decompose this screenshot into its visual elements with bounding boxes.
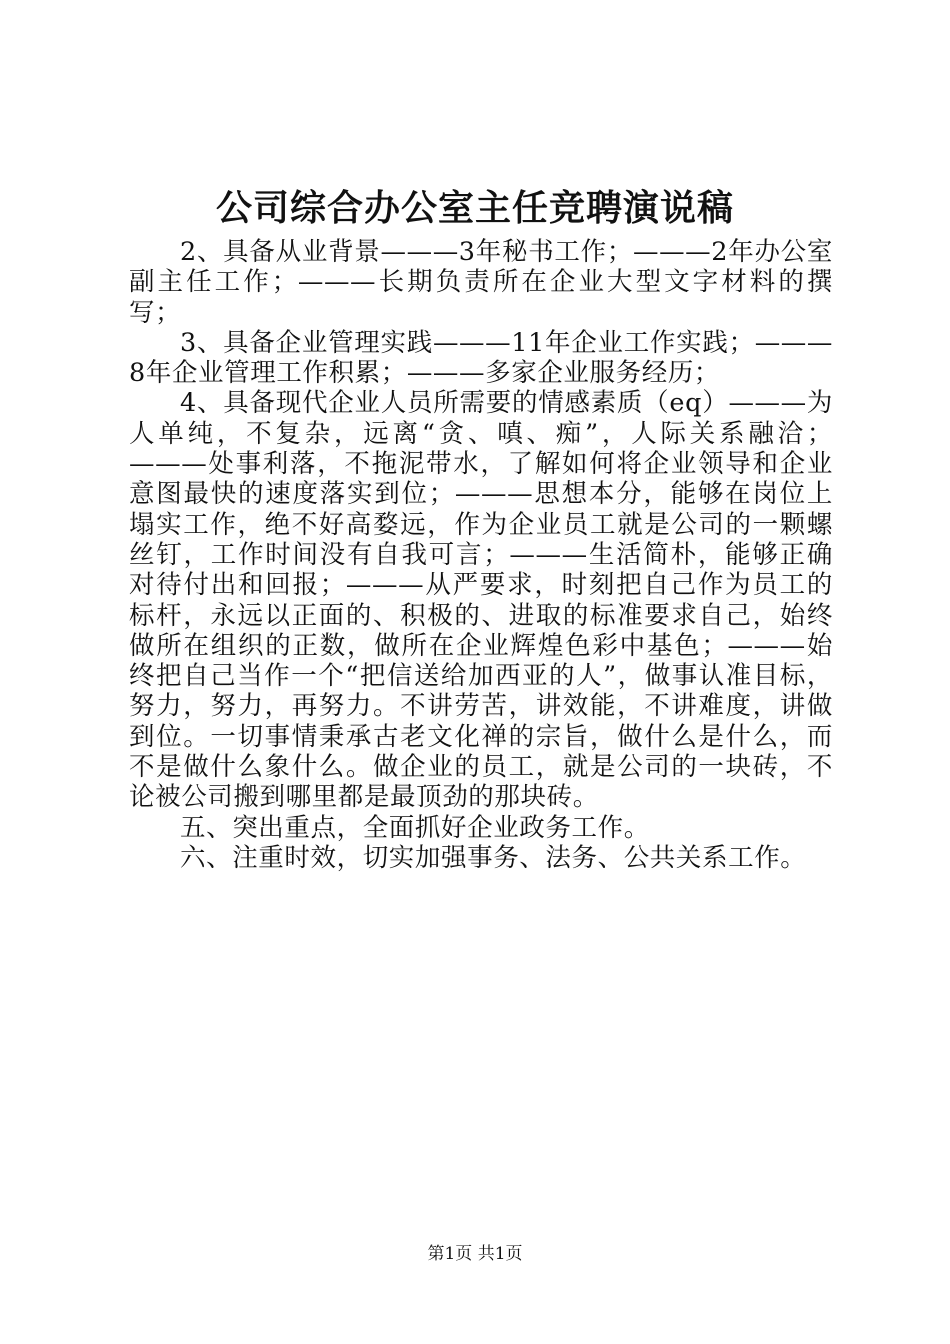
paragraph-emotional-quality: 4、具备现代企业人员所需要的情感素质（eq）———为人单纯，不复杂，远离“贪、嗔、痴”，人际关系融洽；———处事利落，不拖泥带水，了解如何将企业领导和企业意图最快的速度落实到位；———思想本分，能够在岗位上塌实工作，绝不好高婺远，作为企业员工就是公司的一颗螺丝钉，工作时间没有自我可言；———生活简朴，能够正确对待付出和回报；———从严要求，时刻把自己作为员工的标杆，永远以正面的、积极的、进取的标准要求自己，始终做所在组织的正数，做所在企业辉煌色彩中基色；———始终把自己当作一个“把信送给加西亚的人”，做事认准目标，努力，努力，再努力。不讲劳苦，讲效能，不讲难度，讲做到位。一切事情秉承古老文化禅的宗旨，做什么是什么，而不是做什么象什么。做企业的员工，就是公司的一块砖，不论被公司搬到哪里都是最顶劲的那块砖。: [129, 388, 833, 813]
paragraph-section-six: 六、注重时效，切实加强事务、法务、公共关系工作。: [180, 842, 807, 873]
paragraph-section-five: 五、突出重点，全面抓好企业政务工作。: [180, 812, 650, 843]
paragraph-background: 2、具备从业背景———3年秘书工作；———2年办公室副主任工作；———长期负责所在企业大型文字材料的撰写；: [129, 237, 833, 328]
page-footer: 第1页 共1页: [427, 1244, 523, 1264]
document-title: 公司综合办公室主任竞聘演说稿: [215, 187, 734, 229]
paragraph-management-practice: 3、具备企业管理实践———11年企业工作实践；———8年企业管理工作积累；———多家企业服务经历；: [129, 327, 833, 389]
document-body: [129, 237, 833, 873]
